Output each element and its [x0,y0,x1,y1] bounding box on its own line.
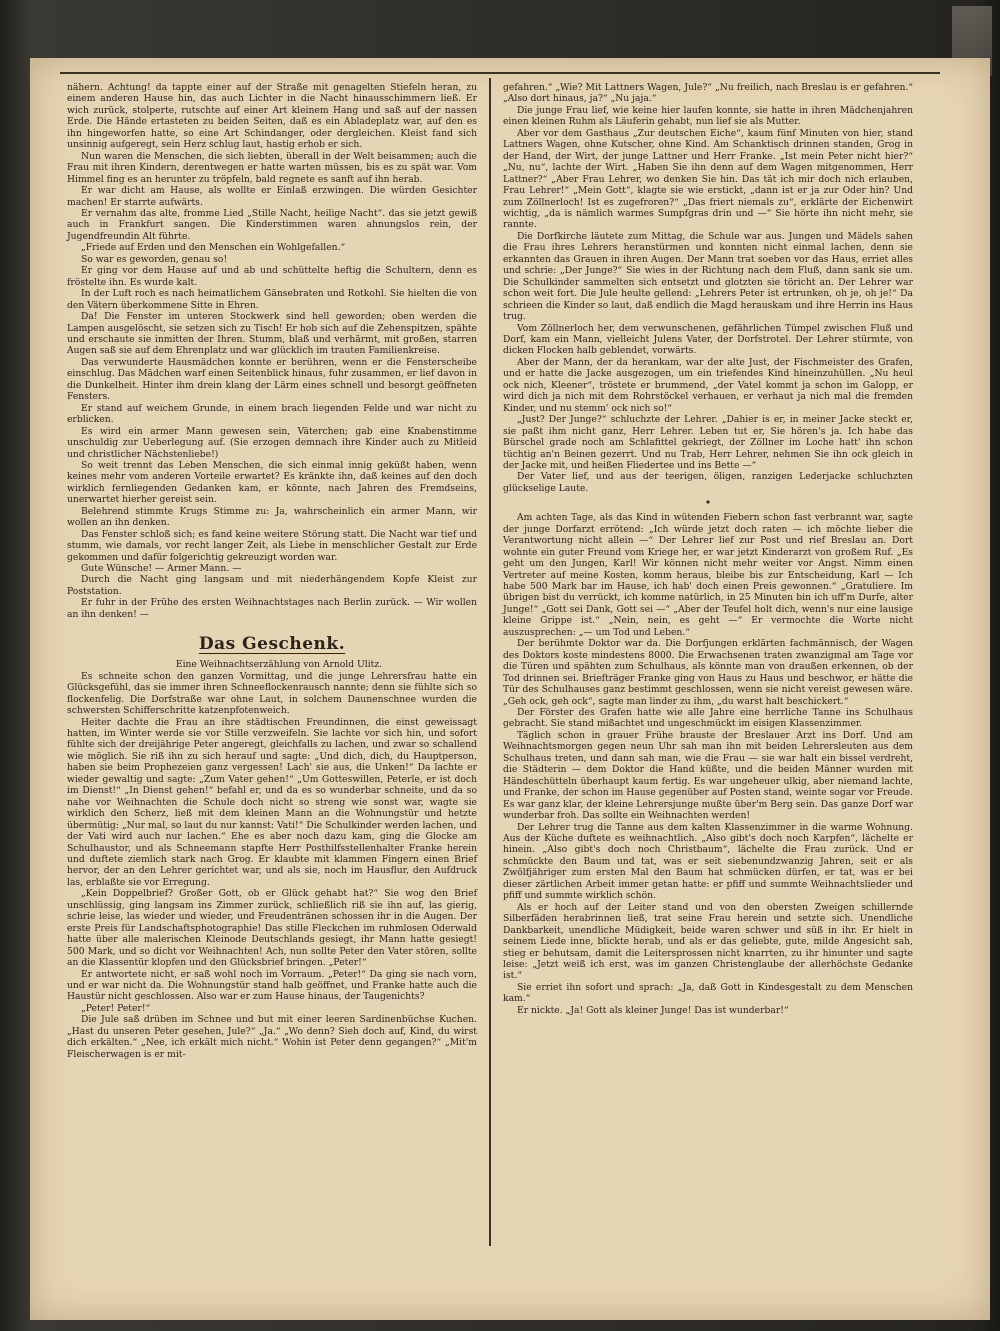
paragraph: So weit trennt das Leben Menschen, die sich einmal innig geküßt haben, wenn keines mehr vom anderen Vorteile erwartet? Es kränkte ihn, daß keines auf den doch wirklich fernliegenden Gedanken kam, er könnte, nach Jahren des Fremdseins, unerwartet hierher gereist sein. [67,459,477,506]
paragraph: In der Luft roch es nach heimatlichem Gänsebraten und Rotkohl. Sie hielten die von den Vätern überkommene Sitte in Ehren. [67,288,477,311]
paragraph: gefahren.“ „Wie? Mit Lattners Wagen, Jule?“ „Nu freilich, nach Breslau is er gefahren.“ „Also dort hinaus, ja?“ „Nu jaja.“ [503,82,913,105]
paragraph: Er antwortete nicht, er saß wohl noch im Vorraum. „Peter!“ Da ging sie nach vorn, und er war nicht da. Die Wohnungstür stand halb geöffnet, und Franke hatte auch die Haustür nicht geschlossen. Also war er zum Hause hinaus, der Taugenichts? [67,968,477,1003]
paragraph: Der berühmte Doktor war da. Die Dorfjungen erklärten fachmännisch, der Wagen des Doktors koste mindestens 8000. Die Erwachsenen traten zwanzigmal am Tage vor die Türen und spähten zum Schulhaus, als könnte man von draußen erkennen, ob der Tod drinnen sei. Briefträger Franke ging von Haus zu Haus und beschwor, er hätte die Tür des Schulhauses ganz bestimmt geschlossen, wenn sie nicht vereist gewesen wäre. „Geh ock, geh ock“, sagte man linder zu ihm, „du warst halt beschickert.“ [503,638,913,707]
paragraph: Nun waren die Menschen, die sich liebten, überall in der Welt beisammen; auch die Frau mit ihren Kindern, derentwegen er hatte warten müssen, bis es zu spät war. Vom Himmel fing es an herunter zu tröpfeln, bald regnete es sanft auf ihn herab. [67,150,477,185]
dot-ornament-icon [705,499,711,505]
paragraph: Die Jule saß drüben im Schnee und but mit einer leeren Sardinenbüchse Kuchen. „Hast du unseren Peter gesehen, Jule?“ „Ja.“ „Wo denn? Sieh doch auf, Kind, du wirst dich erkälten.“ „Nee, ich erkält mich nicht.“ Wohin ist Peter denn gegangen?“ „Mit'm Fleischerwagen is er mit- [67,1014,477,1060]
paragraph: Aber der Mann, der da herankam, war der alte Just, der Fischmeister des Grafen, und er hatte die Jacke ausgezogen, um ein triefendes Kind hineinzuhüllen. „Nu heul ock nich, Kleener“, tröstete er brummend, „der Vatel kommt ja schon im Galopp, er wird dich ja nich mit dem Rohrstöckel verhauen, er verhaut ja nich mal die fremden Kinder, und nu stemm' ock nich so!“ [503,356,913,414]
paragraph: Das verwunderte Hausmädchen konnte er berühren, wenn er die Fensterscheibe einschlug. Das Mädchen warf einen Seitenblick hinaus, fuhr zusammen, er lief davon in die Dunkelheit. Hinter ihm drein klang der Lärm eines schnell und besorgt geöffneten Fensters. [67,356,477,403]
paragraph: Der Förster des Grafen hatte wie alle Jahre eine herrliche Tanne ins Schulhaus gebracht. Sie stand mißachtet und ungeschmückt im eisigen Klassenzimmer. [503,707,913,730]
top-rule [60,72,940,74]
paragraph: Die Dorfkirche läutete zum Mittag, die Schule war aus. Jungen und Mädels sahen die Frau ihres Lehrers heranstürmen und konnten nicht einmal lachen, denn sie erkannten das Grauen in ihren Augen. Der Mann trat soeben vor das Haus, erriet alles und schrie: „Der Junge?“ Sie wies in der Richtung nach dem Fluß, dann sank sie um. Die Schulkinder sammelten sich entsetzt und glotzten sie töricht an. Der Lehrer war schon weit fort. Die Jule heulte gellend: „Lehrers Peter ist ertrunken, oh je, oh je!“ Da schrieen die Kinder so laut, daß endlich die Magd herauskam und ihre Herrin ins Haus trug. [503,230,913,323]
left-column [67,82,477,1060]
paragraph: Die junge Frau lief, wie keine hier laufen konnte, sie hatte in ihren Mädchenjahren einen kleinen Ruhm als Läuferin gehabt, nun lief sie als Mutter. [503,104,913,128]
paragraph: Vom Zöllnerloch her, dem verwunschenen, gefährlichen Tümpel zwischen Fluß und Dorf, kam ein Mann, vielleicht Julens Vater, der Dorfstrotel. Der Lehrer stürmte, von dicken Flocken halb geblendet, vorwärts. [503,322,913,357]
paragraph: Er nickte. „Ja! Gott als kleiner Junge! Das ist wunderbar!“ [517,1004,789,1016]
paragraph: Es schneite schon den ganzen Vormittag, und die junge Lehrersfrau hatte ein Glücksgefühl, das sie immer ihren Schneeflockenrausch nannte; denn sie fühlte sich so flockenfelig. Die Dorfstraße war ohne Laut, in solchem Daunenschnee wurden die schwersten Schifferschritte katzenpfotenweich. [67,670,477,717]
section-ornament [503,498,913,508]
paragraph: Heiter dachte die Frau an ihre städtischen Freundinnen, die einst geweissagt hatten, im Winter werde sie vor Stille verzweifeln. Sie lachte vor sich hin, und sofort fühlte sich der dreijährige Peter angeregt, gleichfalls zu lachen, und zwar so schallend wie möglich. Sie riß ihn zu sich herauf und sagte: „Und dich, dich, du Hauptperson, haben sie beim Prophezeien ganz vergessen! Lach' sie aus, die Unken!“ Da lachte er wieder gewaltig und sagte: „Zum Vater gehen!“ „Um Gotteswillen, Peterle, er ist doch im Dienst!“ „In Dienst gehen!“ befahl er, und da es so wunderbar schneite, und da so nahe vor Weihnachten die Schule doch nicht so streng wie sonst war, wagte sie wirklich den Scherz, ließ mit dem kleinen Mann an die Wohnungstür und hetzte übermütig: „Nur mal, so laut du nur kannst: Vati!“ Die Schulkinder werden lachen, und der Vati wird auch nur lachen.“ Ehe es aber noch dazu kam, ging die Glocke am Schulhaustor, und als Schneemann stapfte Herr Posthilfsstellenhalter Franke herein und duftete ziemlich stark nach Grog. Er klaubte mit klammen Fingern einen Brief hervor, der an den Lehrer gerichtet war, und als sie, noch im Hausflur, den Aufdruck las, erblaßte sie vor Erregung. [67,716,477,888]
paragraph: „Friede auf Erden und den Menschen ein Wohlgefallen.“ [81,242,346,254]
paragraph: Es wird ein armer Mann gewesen sein, Väterchen; gab eine Knabenstimme unschuldig zur Ueberlegung auf. (Sie erzogen demnach ihre Kinder auch zu Mitleid und christlicher Nächstenliebe!) [67,425,477,460]
paragraph: „Just? Der Junge?“ schluchzte der Lehrer. „Dahier is er, in meiner Jacke steckt er, sie paßt ihm nicht ganz, Herr Lehrer. Leben tut er, Sie hören's ja. Ich habe das Bürschel grade noch am Schlafittel gekriegt, der Zöllner im Loche hatt' ihn schon tüchtig an'n Beinen gezerrt. Und nu Trab, Herr Lehrer, nehmen Sie ihn ock gleich in der Jacke mit, und heißen Fliedertee und ins Bette —“ [503,414,913,471]
article-continuation [67,82,477,620]
paragraph: Er stand auf weichem Grunde, in einem brach liegenden Felde und war nicht zu erblicken. [67,402,477,426]
paragraph: Der Vater lief, und aus der teerigen, öligen, ranzigen Lederjacke schluchzten glückselige Laute. [503,471,913,494]
paragraph: „Kein Doppelbrief? Großer Gott, ob er Glück gehabt hat?“ Sie wog den Brief unschlüssig, ging langsam ins Zimmer zurück, schließlich riß sie ihn auf, las gierig, schrie leise, las wieder und wieder, und Freudentränen schossen ihr in die Augen. Der erste Preis für Landschaftsphotographie! Das stille Fleckchen im ruhmlosen Oderwald hatte über alle malerischen Kleinode Deutschlands gesiegt, ihr Mann hatte gesiegt! 500 Mark, und so dicht vor Weihnachten! Ach, nun sollte Peter den Vater stören, sollte an die Klassentür klopfen und den Glücksbrief bringen. „Peter!“ [67,888,477,969]
paragraph: Belehrend stimmte Krugs Stimme zu: Ja, wahrscheinlich ein armer Mann, wir wollen an ihn denken. [67,505,477,529]
column-divider [489,78,491,1246]
paragraph: So war es geworden, genau so! [81,253,228,265]
paragraph: Am achten Tage, als das Kind in wütenden Fiebern schon fast verbrannt war, sagte der junge Dorfarzt errötend: „Ich würde jetzt doch raten — ich möchte lieber die Verantwortung nicht allein —“ Der Lehrer lief zur Post und rief Breslau an. Dort wohnte ein guter Freund vom Kriege her, er war jetzt Kinderarzt von großem Ruf. „Es geht um den Jungen, Karl! Wir können nicht mehr weiter vor Angst. Nimm einen Vertreter auf meine Kosten, komm heraus, bleibe bis zur Entscheidung, Karl — Ich habe 500 Mark bar im Hause, ich hab' doch einen Preis gewonnen.“ „Gratuliere. Im übrigen bist du verrückt, ich komme natürlich, in 25 Minuten bin ich uff'm Durfe, alter Junge!“ „Gott sei Dank, Gott sei —“ „Aber der Teufel holt dich, wenn's nur eine lausige kleine Grippe ist.“ „Nein, nein, es geht —“ Er vermochte die Worte nicht auszusprechen: „— um Tod und Leben.“ [503,512,913,638]
paragraph: Da! Die Fenster im unteren Stockwerk sind hell geworden; oben werden die Lampen ausgelöscht, sie setzen sich zu Tisch! Er hob sich auf die Zehenspitzen, spähte und erschaute sie inmitten der Ihren. Stumm, blaß und verhärmt, mit großen, starren Augen saß sie auf dem Ehrenplatz und war glücklich im trauten Familienkreise. [67,311,477,357]
paragraph: Er war dicht am Hause, als wollte er Einlaß erzwingen. Die würden Gesichter machen! Er starrte aufwärts. [67,185,477,208]
paragraph: Täglich schon in grauer Frühe brauste der Breslauer Arzt ins Dorf. Und am Weihnachtsmorgen gegen neun Uhr sah man ihn mit beiden Lehrersleuten aus dem Schulhaus treten, und dann sah man, wie die Frau — sie war halt ein bissel verdreht, die Städterin — dem Doktor die Hand küßte, und die beiden Männer wurden mit Händeschütteln überhaupt kaum fertig. Es war ungeheuer ulkig, aber niemand lachte, und Franke, der schon im Hause gegenüber auf Posten stand, weinte sogar vor Freude. Es war ganz klar, der kleine Lehrersjunge mußte über'm Berg sein. Das ganze Dorf war wunderbar froh. Das sollte ein Weihnachten werden! [503,729,913,822]
paragraph: „Peter! Peter!“ [81,1002,151,1014]
paragraph: Er vernahm das alte, fromme Lied „Stille Nacht, heilige Nacht“. das sie jetzt gewiß auch in Frankfurt sangen. Die Kinderstimmen waren ahnungslos rein, der Jugendfreundin Alt führte. [67,207,477,242]
paragraph: nähern. Achtung! da tappte einer auf der Straße mit genagelten Stiefeln heran, zu einem anderen Hause hin, das auch Lichter in die Nacht hinausschimmern ließ. Er wich zurück, stolperte, rutschte auf einer Art kleinem Hang und saß auf der nassen Erde. Die Hände ertasteten zu beiden Seiten, daß es ein Abladeplatz war, auf den es ihn hingeworfen hatte, so eine Art Schindanger, oder dergleichen. Kleist fand sich unsinnig aufgeregt, sein Herz schlug laut, hastig erhob er sich. [67,82,477,151]
paragraph: Der Lehrer trug die Tanne aus dem kalten Klassenzimmer in die warme Wohnung. Aus der Küche duftete es weihnachtlich. „Also gibt's doch noch Karpfen“, lächelte er hinein. „Also gibt's doch noch Christbaum“, lächelte die Frau zurück. Und er schmückte den Baum und tat, was er seit siebenundzwanzig Jahren, seit er als Zwölfjähriger zum ersten Mal den Baum hat schmücken dürfen, er tat, was er bei dieser zärtlichen Arbeit immer getan hatte: er pfiff und summte Weihnachtslieder und pfiff und summte wirklich schön. [503,821,913,902]
paragraph: Er ging vor dem Hause auf und ab und schüttelte heftig die Schultern, denn es fröstelte ihn. Es wurde kalt. [67,265,477,288]
paragraph: Aber vor dem Gasthaus „Zur deutschen Eiche“, kaum fünf Minuten von hier, stand Lattners Wagen, ohne Kutscher, ohne Kind. Am Schanktisch drinnen standen, Grog in der Hand, der Wirt, der junge Lattner und Herr Franke. „Ist mein Peter nicht hier?“ „Nu, nu“, lachte der Wirt. „Haben Sie ihn denn auf dem Wagen mitgenommen, Herr Lattner?“ „Aber Frau Lehrer, wo denken Sie hin. Das tät ich mir doch nich erlauben, Frau Lehrer!“ „Mein Gott“, klagte sie wie erstickt, „dann ist er ja zur Oder hin? Und zum Zöllnerloch! Ist es zugefroren?“ „Das friert niemals zu“, erklärte der Eichenwirt wichtig, „da is nämlich warmes Sumpfgras drin und —“ Sie hörte ihn nicht mehr, sie rannte. [503,127,913,231]
paragraph: Durch die Nacht ging langsam und mit niederhängendem Kopfe Kleist zur Poststation. [67,574,477,597]
right-column [503,82,913,1016]
paragraph: Als er hoch auf der Leiter stand und von den obersten Zweigen schillernde Silberfäden herabrinnen ließ, trat seine Frau herein und setzte sich. Unendliche Dankbarkeit, unendliche Müdigkeit, beide waren schwer und süß in ihr. Er hielt in seinem Liede inne, blickte herab, und als er das geliebte, gute, milde Angesicht sah, stieg er behutsam, damit die Leitersprossen nicht knarrten, zu ihr hinunter und sagte leise: „Jetzt weiß ich erst, was im ganzen Christenglaube der allerhöchste Gedanke ist.“ [503,901,913,982]
paragraph: Er fuhr in der Frühe des ersten Weihnachtstages nach Berlin zurück. — Wir wollen an ihn denken! — [67,597,477,620]
article-das-geschenk [67,632,477,1060]
paragraph: Gute Wünsche! — Armer Mann. — [81,563,242,575]
paragraph: Das Fenster schloß sich; es fand keine weitere Störung statt. Die Nacht war tief und stumm, wie damals, vor recht langer Zeit, als Liebe in menschlicher Gestalt zur Erde gekommen und dafür folgerichtig gekreuzigt worden war. [67,528,477,563]
article-title: Das Geschenk. [198,634,346,655]
article-byline: Eine Weihnachtserzählung von Arnold Ulitz. [175,659,383,671]
paragraph: Sie erriet ihn sofort und sprach: „Ja, daß Gott in Kindesgestalt zu dem Menschen kam.“ [503,981,913,1005]
